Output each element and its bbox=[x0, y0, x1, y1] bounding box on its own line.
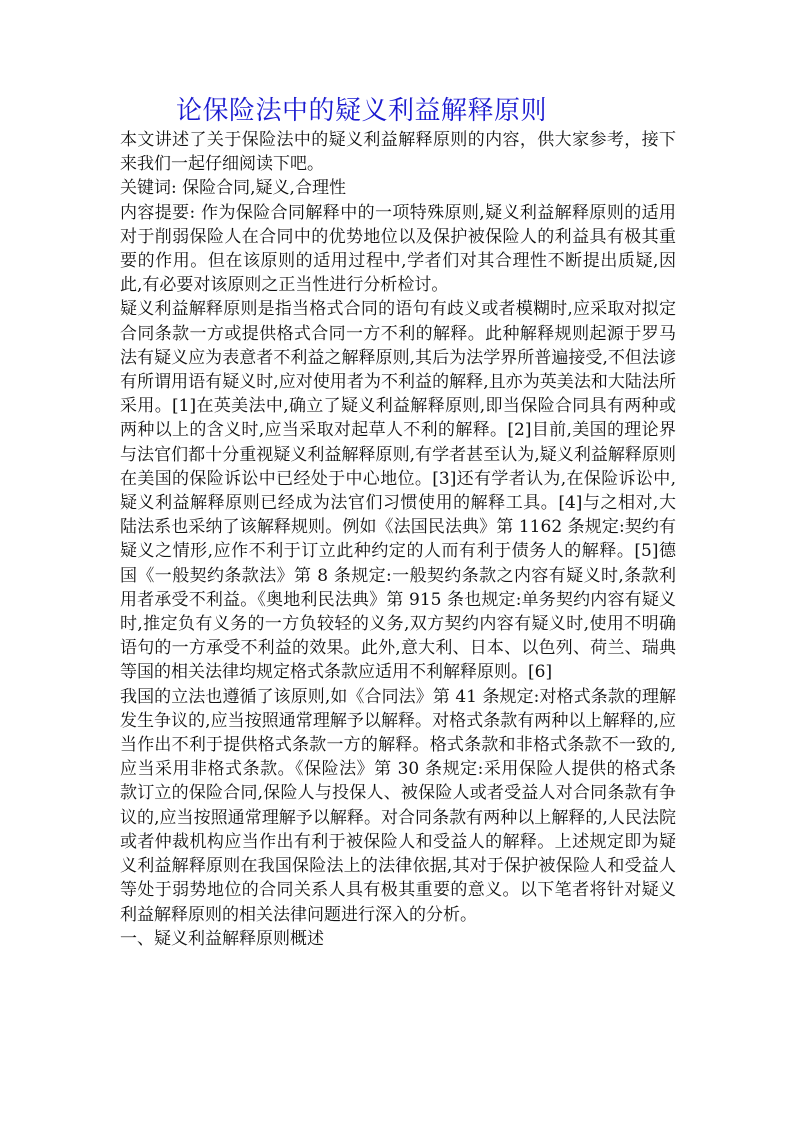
section-heading: 一、疑义利益解释原则概述 bbox=[120, 928, 324, 949]
body-paragraph: 疑义利益解释原则是指当格式合同的语句有歧义或者模糊时,应采取对拟定合同条款一方或提供格式合同一方不利的解释。此种解释规则起源于罗马法有疑义应为表意者不利益之解释原则,其后为法学界所普遍接受,不但法谚有所谓用语有疑义时,应对使用者为不利益的解释,且亦为英美法和大陆法所采用。[1]在英美法中,确立了疑义利益解释原则,即当保险合同具有两种或两种以上的含义时,应当采取对起草人不利的解释。[2]目前,美国的理论界与法官们都十分重视疑义利益解释原则,有学者甚至认为,疑义利益解释原则在美国的保险诉讼中已经处于中心地位。[3]还有学者认为,在保险诉讼中,疑义利益解释原则已经成为法官们习惯使用的解释工具。[4]与之相对,大陆法系也采纳了该解释规则。例如《法国民法典》第 1162 条规定:契约有疑义之情形,应作不利于订立此种约定的人而有利于债务人的解释。[5]德国《一般契约条款法》第 8 条规定:一般契约条款之内容有疑义时,条款利用者承受不利益。《奥地利民法典》第 915 条也规定:单务契约内容有疑义时,推定负有义务的一方负较轻的义务,双方契约内容有疑义时,使用不明确语句的一方承受不利益的效果。此外,意大利、日本、以色列、荷兰、瑞典等国的相关法律均规定格式条款应适用不利解释原则。[6] bbox=[120, 299, 676, 683]
keywords-line: 关键词: 保险合同,疑义,合理性 bbox=[120, 178, 346, 199]
abstract-paragraph: 内容提要: 作为保险合同解释中的一项特殊原则,疑义利益解释原则的适用对于削弱保险人在合同中的优势地位以及保护被保险人的利益具有极其重要的作用。但在该原则的适用过程中,学者们对其合理性不断提出质疑,因此,有必要对该原则之正当性进行分析检讨。 bbox=[120, 202, 676, 296]
body-paragraph: 我国的立法也遵循了该原则,如《合同法》第 41 条规定:对格式条款的理解发生争议的,应当按照通常理解予以解释。对格式条款有两种以上解释的,应当作出不利于提供格式条款一方的解释。格式条款和非格式条款不一致的,应当采用非格式条款。《保险法》第 30 条规定:采用保险人提供的格式条款订立的保险合同,保险人与投保人、被保险人或者受益人对合同条款有争议的,应当按照通常理解予以解释。对合同条款有两种以上解释的,人民法院或者仲裁机构应当作出有利于被保险人和受益人的解释。上述规定即为疑义利益解释原则在我国保险法上的法律依据,其对于保护被保险人和受益人等处于弱势地位的合同关系人具有极其重要的意义。以下笔者将针对疑义利益解释原则的相关法律问题进行深入的分析。 bbox=[120, 686, 676, 925]
intro-paragraph: 本文讲述了关于保险法中的疑义利益解释原则的内容，供大家参考，接下来我们一起仔细阅读下吧。 bbox=[120, 130, 676, 175]
document-title: 论保险法中的疑义利益解释原则 bbox=[176, 96, 548, 126]
document-body bbox=[120, 94, 676, 951]
